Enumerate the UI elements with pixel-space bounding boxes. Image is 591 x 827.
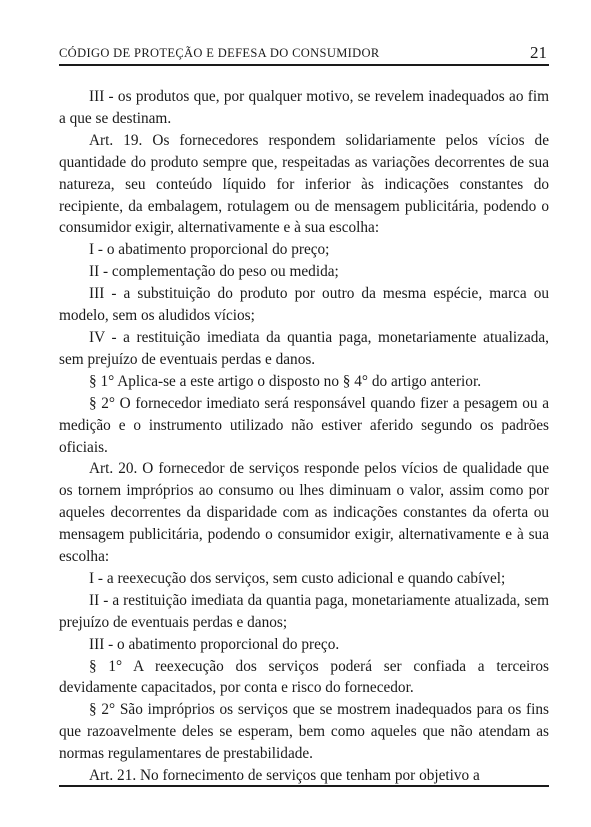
paragraph-art19-par-1: § 1° Aplica-se a este artigo o disposto no § 4° do artigo anterior.	[89, 372, 482, 390]
paragraph-art19-item-iii: III - a substituição do produto por outro da mesma espécie, marca ou modelo, sem os aludidos vícios;	[59, 285, 549, 325]
paragraph-art19-par-2: § 2° O fornecedor imediato será responsável quando fizer a pesagem ou a medição e o instrumento utilizado não estiver aferido segundo os padrões oficiais.	[59, 394, 549, 456]
paragraph-art20-par-1: § 1° A reexecução dos serviços poderá ser confiada a terceiros devidamente capacitados, por conta e risco do fornecedor.	[59, 657, 549, 697]
running-title: CÓDIGO DE PROTEÇÃO E DEFESA DO CONSUMIDOR	[59, 46, 380, 60]
page-number: 21	[530, 43, 547, 62]
paragraph-art-21: Art. 21. No fornecimento de serviços que tenham por objetivo a	[89, 767, 480, 785]
paragraph-art19-item-iv: IV - a restituição imediata da quantia paga, monetariamente atualizada, sem prejuízo de eventuais perdas e danos.	[59, 328, 549, 368]
paragraph-art20-item-i: I - a reexecução dos serviços, sem custo adicional e quando cabível;	[89, 569, 506, 587]
paragraph-art19-item-ii: II - complementação do peso ou medida;	[89, 263, 339, 281]
paragraph-art20-item-ii: II - a restituição imediata da quantia paga, monetariamente atualizada, sem prejuízo de eventuais perdas e danos;	[59, 591, 549, 631]
paragraph-art-19: Art. 19. Os fornecedores respondem solidariamente pelos vícios de quantidade do produto sempre que, respeitadas as variações decorrentes de sua natureza, seu conteúdo líquido for inferior às indicações constantes do recipiente, da embalagem, rotulagem ou de mensagem publicitária, podendo o consumidor exigir, alternativamente e à sua escolha:	[59, 131, 549, 237]
paragraph-art19-item-i: I - o abatimento proporcional do preço;	[89, 241, 330, 259]
paragraph-item-iii-art18: III - os produtos que, por qualquer motivo, se revelem inadequados ao fim a que se destinam.	[59, 88, 549, 127]
paragraph-art20-item-iii: III - o abatimento proporcional do preço.	[89, 635, 340, 653]
body-text	[59, 86, 549, 787]
header-rule	[59, 64, 549, 66]
page-header	[59, 44, 549, 64]
paragraph-art20-par-2: § 2° São impróprios os serviços que se mostrem inadequados para os fins que razoavelmente deles se esperam, bem como aqueles que não atendam as normas regulamentares de prestabilidade.	[59, 701, 549, 763]
footer-rule	[59, 785, 549, 787]
paragraph-art-20: Art. 20. O fornecedor de serviços responde pelos vícios de qualidade que os tornem impróprios ao consumo ou lhes diminuam o valor, assim como por aqueles decorrentes da disparidade com as indicações constantes da oferta ou mensagem publicitária, podendo o consumidor exigir, alternativamente e à sua escolha:	[59, 460, 549, 566]
